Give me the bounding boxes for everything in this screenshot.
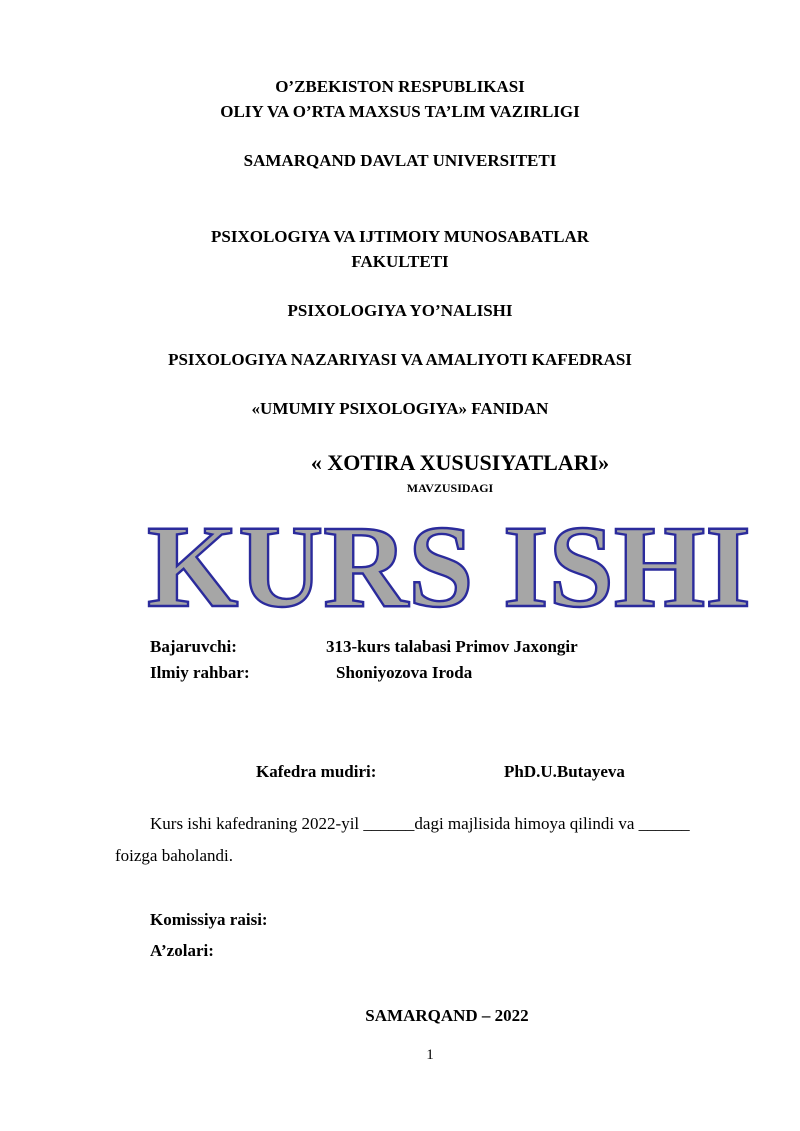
university-heading: SAMARQAND DAVLAT UNIVERSITETI — [243, 151, 557, 170]
commission-chair-label: Komissiya raisi: — [150, 910, 268, 929]
defense-text-line2: foizga baholandi. — [115, 846, 234, 865]
head-of-department-label: Kafedra mudiri: — [256, 762, 377, 781]
performer-label: Bajaruvchi: — [150, 637, 237, 656]
faculty-heading-line2: FAKULTETI — [351, 252, 449, 271]
subject-heading: «UMUMIY PSIXOLOGIYA» FANIDAN — [251, 399, 549, 418]
kurs-ishi-text: KURS ISHI — [147, 505, 751, 620]
commission-members-label: A’zolari: — [150, 941, 214, 960]
department-heading: PSIXOLOGIYA NAZARIYASI VA AMALIYOTI KAFEDRASI — [168, 350, 632, 369]
faculty-heading-line1: PSIXOLOGIYA VA IJTIMOIY MUNOSABATLAR — [210, 227, 590, 246]
performer-value: 313-kurs talabasi Primov Jaxongir — [326, 637, 578, 656]
supervisor-label: Ilmiy rahbar: — [150, 663, 250, 682]
supervisor-value: Shoniyozova Iroda — [336, 663, 473, 682]
topic-title: « XOTIRA XUSUSIYATLARI» — [310, 450, 610, 475]
topic-subtitle: MAVZUSIDAGI — [406, 481, 494, 495]
defense-text-line1: Kurs ishi kafedraning 2022-yil ______dagi majlisida himoya qilindi va ______ — [150, 814, 690, 833]
republic-heading: O’ZBEKISTON RESPUBLIKASI — [275, 77, 525, 96]
head-of-department-value: PhD.U.Butayeva — [504, 762, 625, 781]
direction-heading: PSIXOLOGIYA YO’NALISHI — [287, 301, 513, 320]
page-number: 1 — [426, 1047, 434, 1063]
city-year: SAMARQAND – 2022 — [365, 1006, 529, 1025]
kurs-ishi-wordart — [145, 505, 765, 620]
ministry-heading: OLIY VA O’RTA MAXSUS TA’LIM VAZIRLIGI — [220, 102, 580, 121]
